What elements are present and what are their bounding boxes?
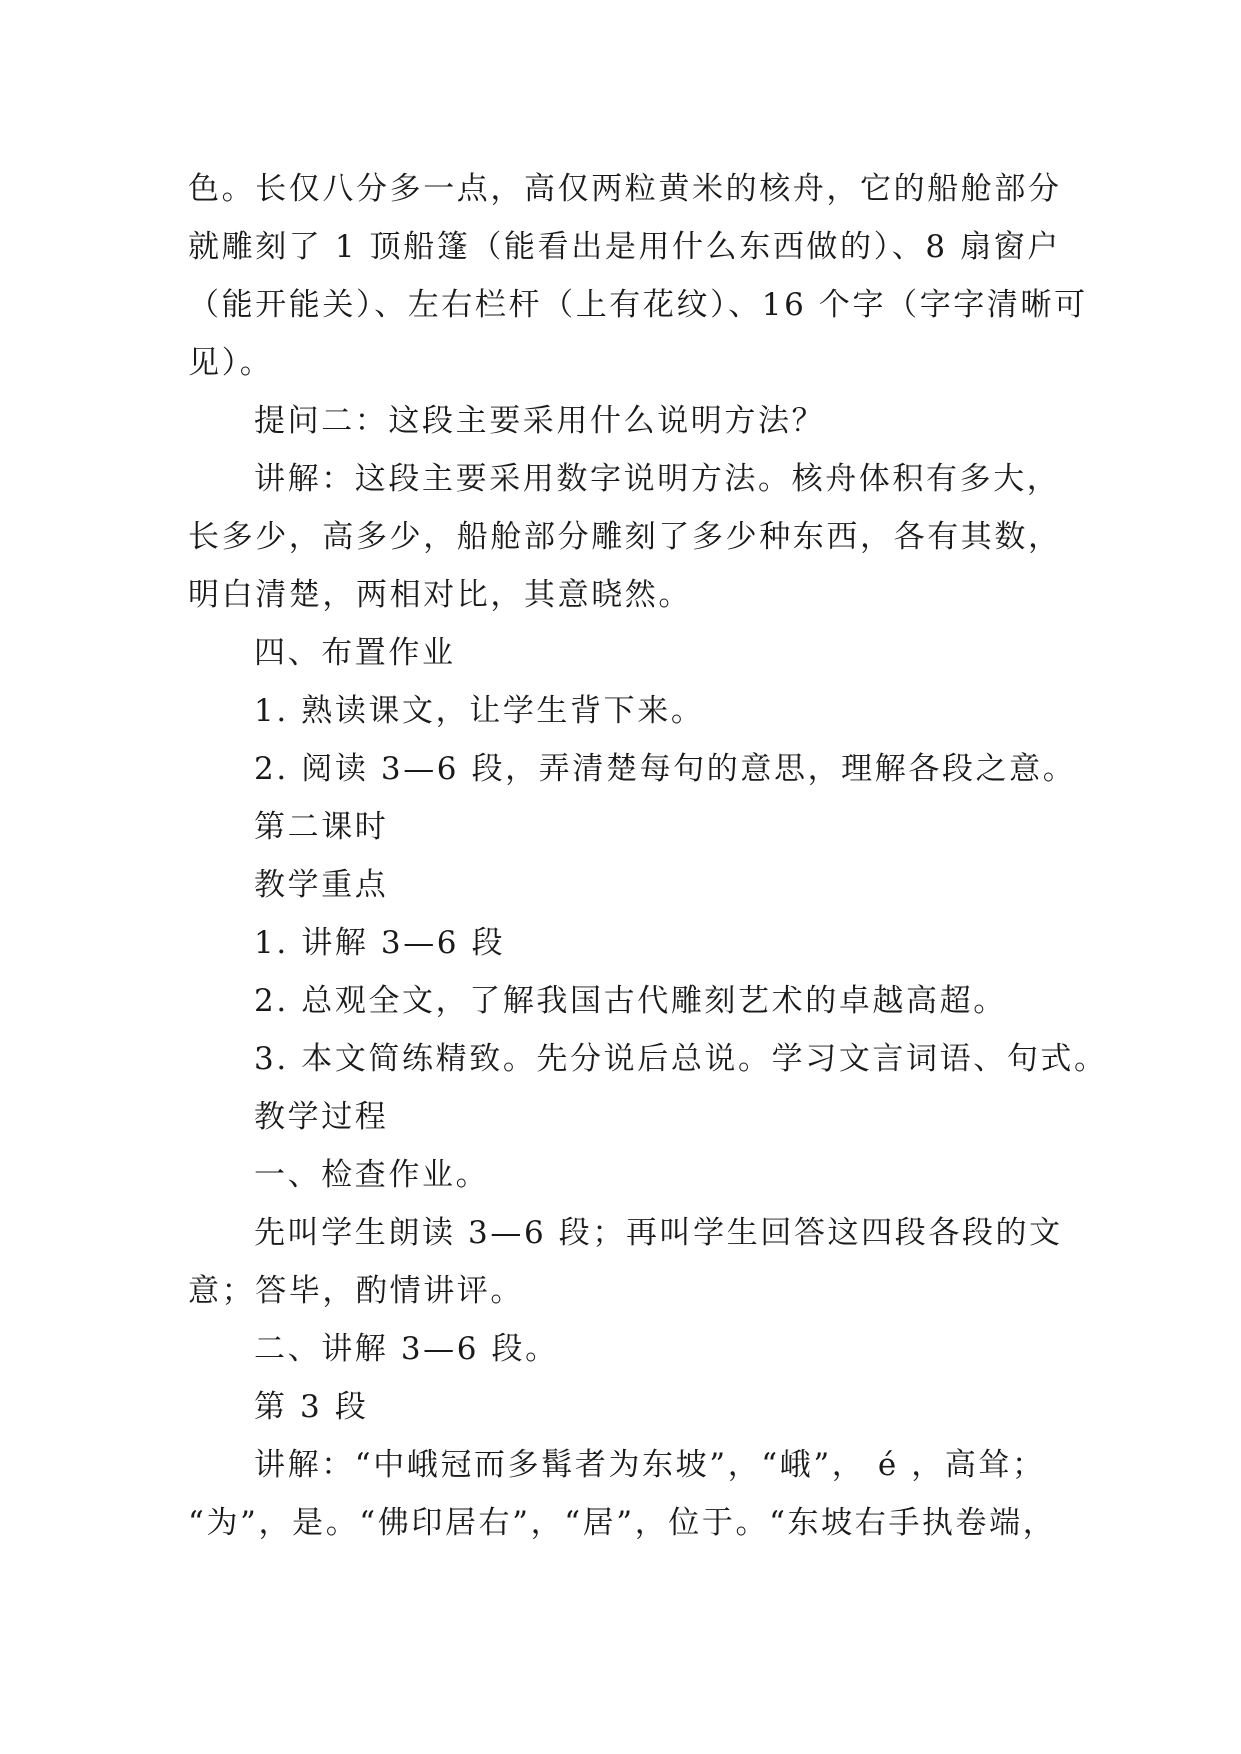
section-heading: 教学重点 [254,867,389,903]
text-line: 长多少，高多少，船舱部分雕刻了多少种东西，各有其数， [188,519,1062,555]
text-line: 色。长仅八分多一点，高仅两粒黄米的核舟，它的船舱部分 [188,171,1062,207]
text-line: 先叫学生朗读 3—6 段；再叫学生回答这四段各段的文 [254,1215,1063,1251]
list-item: 2. 阅读 3—6 段，弄清楚每句的意思，理解各段之意。 [254,751,1077,787]
section-heading: 一、检查作业。 [254,1157,490,1193]
question-line: 提问二：这段主要采用什么说明方法？ [254,403,826,439]
text-line: 见）。 [188,345,274,381]
section-heading: 第 3 段 [254,1389,369,1425]
list-item: 1. 讲解 3—6 段 [254,925,506,961]
explanation-line: 讲解：这段主要采用数字说明方法。核舟体积有多大， [254,461,1061,497]
text-line: “为”，是。“佛印居右”，“居”，位于。“东坡右手执卷端， [188,1505,1057,1541]
text-line: 意；答毕，酌情讲评。 [188,1273,524,1309]
list-item: 2. 总观全文，了解我国古代雕刻艺术的卓越高超。 [254,983,1007,1019]
section-heading: 二、讲解 3—6 段。 [254,1331,559,1367]
section-heading: 第二课时 [254,809,389,845]
document-page [188,160,1108,1552]
list-item: 1. 熟读课文，让学生背下来。 [254,693,705,729]
section-heading: 四、布置作业 [254,635,456,671]
text-line: 明白清楚，两相对比，其意晓然。 [188,577,692,613]
list-item: 3. 本文简练精致。先分说后总说。学习文言词语、句式。 [254,1041,1108,1077]
text-line: （能开能关）、左右栏杆（上有花纹）、16 个字（字字清晰可 [188,287,1088,323]
text-line: 就雕刻了 1 顶船篷（能看出是用什么东西做的）、8 扇窗户 [188,229,1061,265]
explanation-line: 讲解：“中峨冠而多髯者为东坡”，“峨”， é ，高耸； [254,1447,1046,1483]
section-heading: 教学过程 [254,1099,389,1135]
